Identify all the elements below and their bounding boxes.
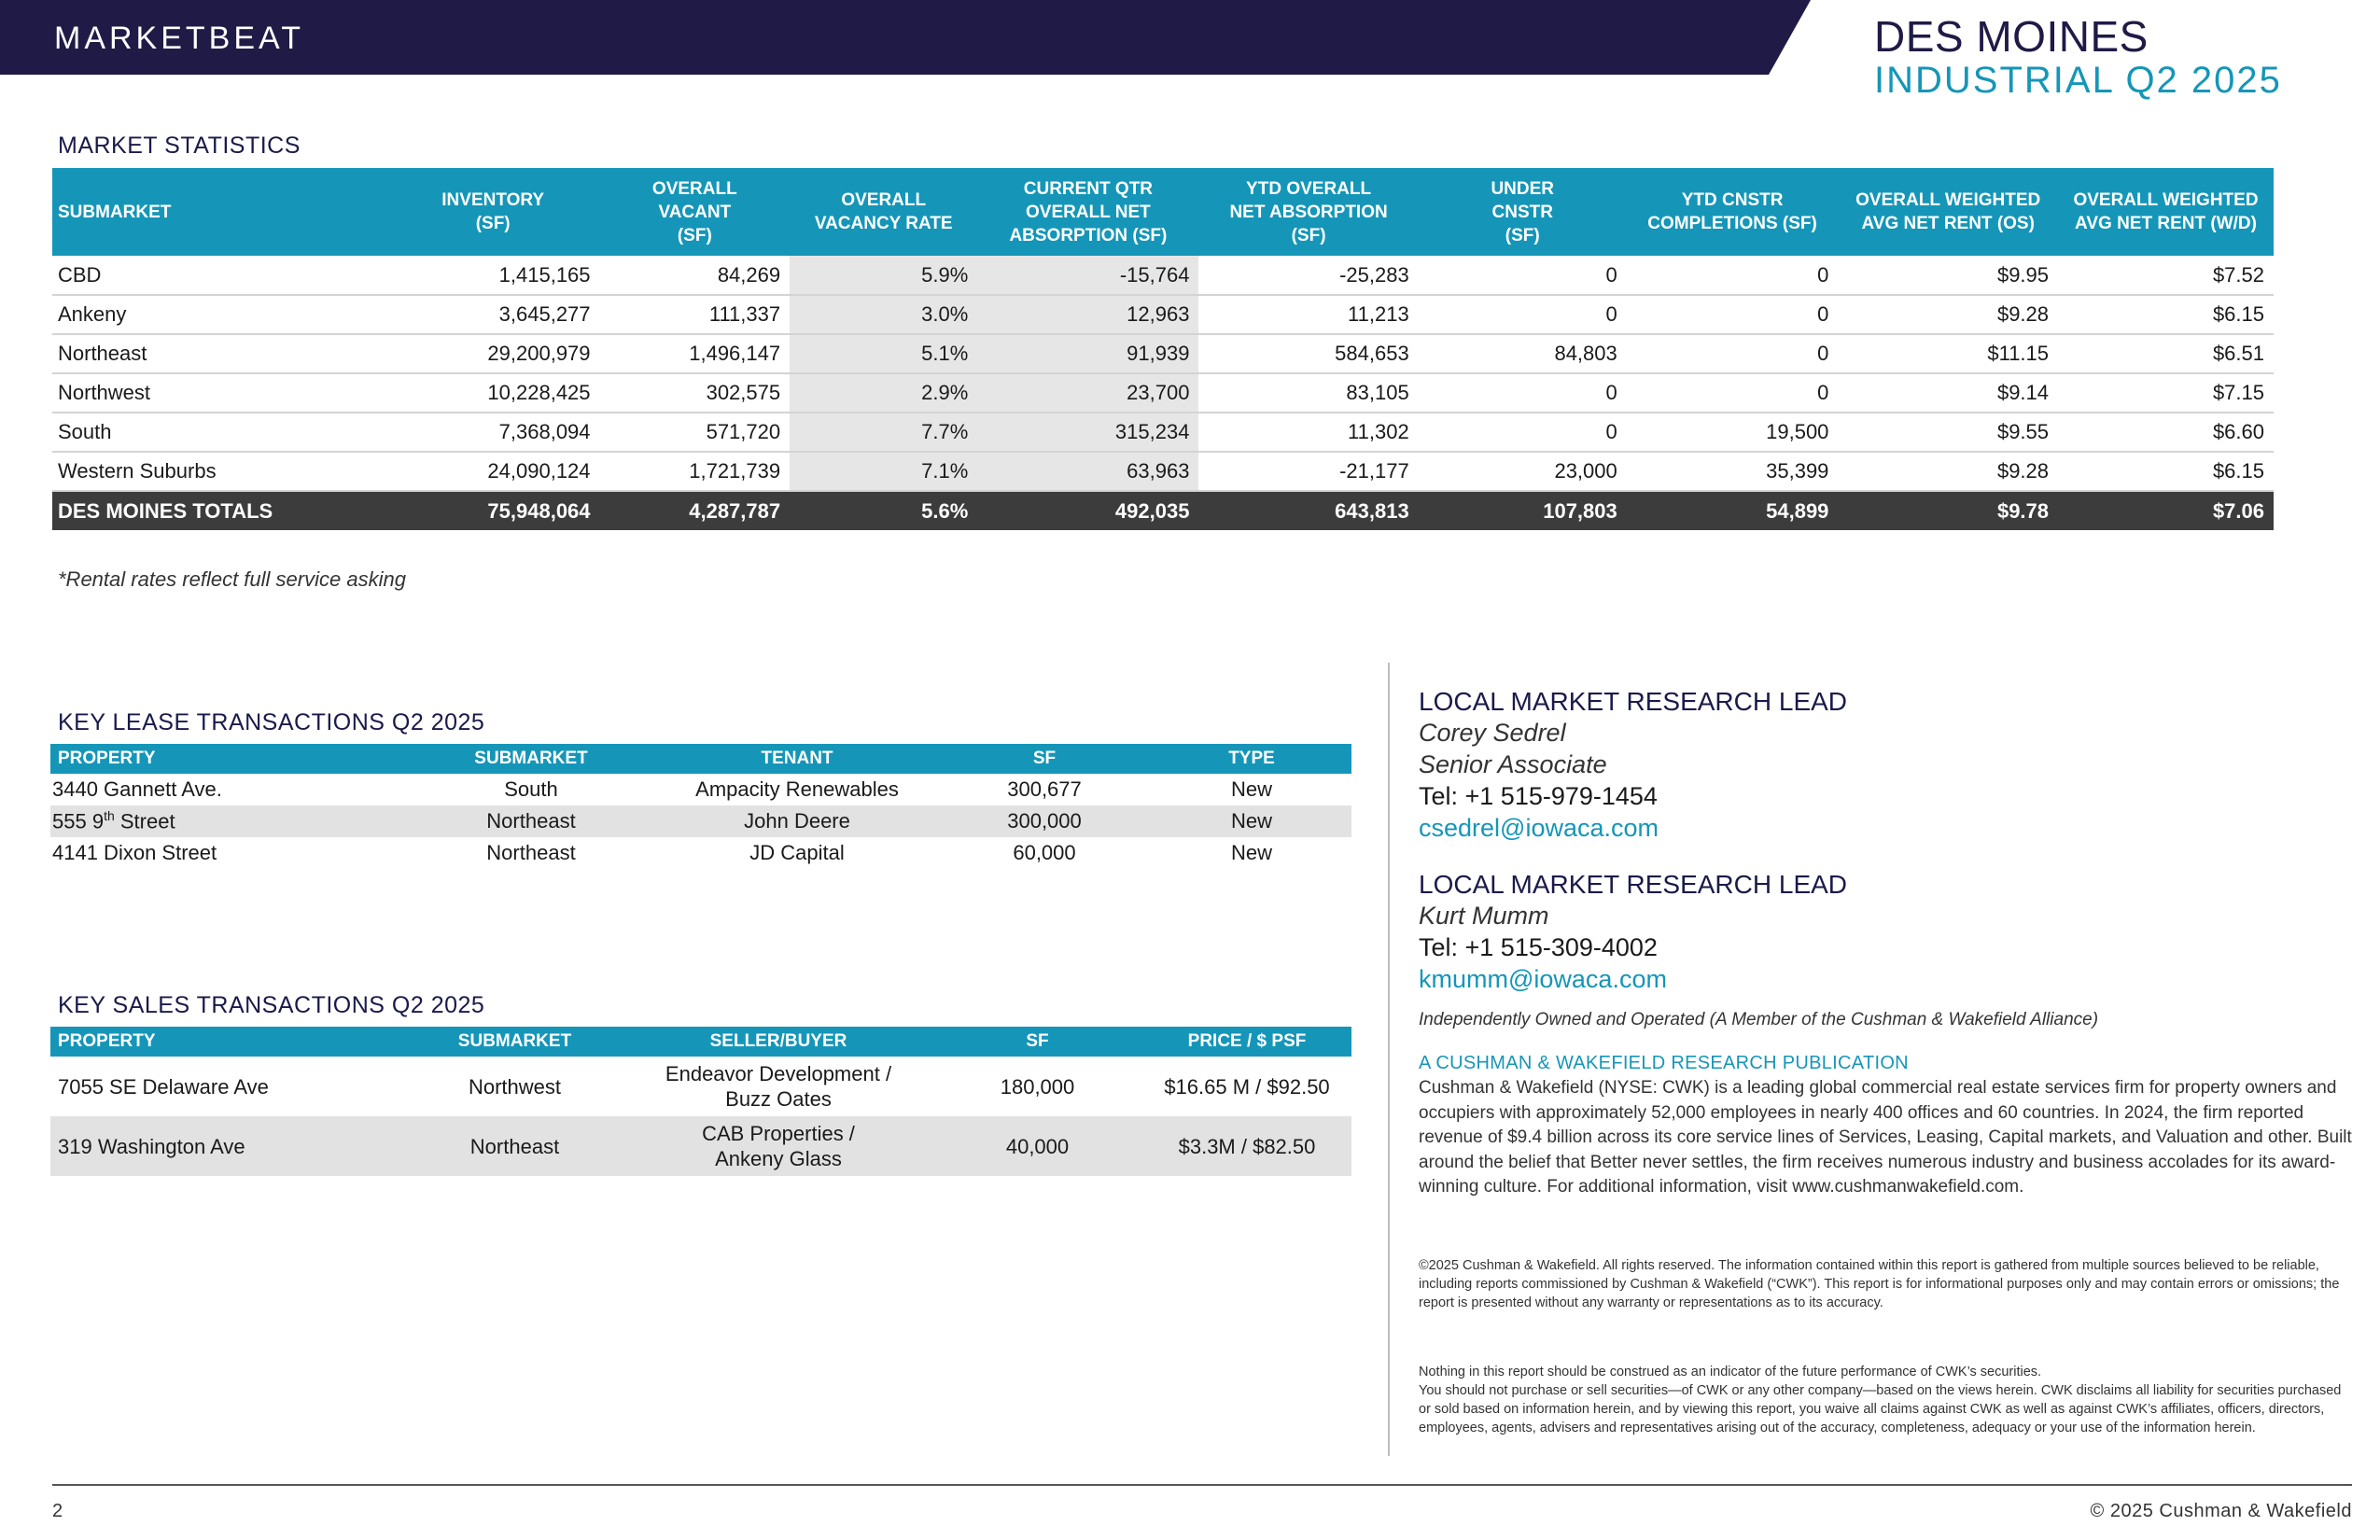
page-number: 2 [52, 1501, 63, 1521]
cell-rent-wd: $6.51 [2058, 334, 2274, 373]
cell-rent-wd: $6.15 [2058, 295, 2274, 334]
footer-divider [52, 1484, 2352, 1486]
sales-table [50, 1027, 1351, 1176]
cell-tenant: JD Capital [749, 841, 845, 864]
table-row [52, 413, 2274, 452]
cell-under-cnstr: 23,000 [1419, 452, 1627, 491]
cell-price: $16.65 M / $92.50 [1164, 1074, 1330, 1099]
cell-property: 3440 Gannett Ave. [52, 777, 222, 801]
cell-rent-os: $9.78 [1838, 491, 2058, 530]
footer-copyright: © 2025 Cushman & Wakefield [2090, 1501, 2352, 1521]
col-header: OVERALL VACANCY RATE [790, 168, 977, 256]
contact-phone[interactable]: Tel: +1 515-309-4002 [1419, 933, 1658, 961]
legal-disclaimer: ©2025 Cushman & Wakefield. All rights reserved. The information contained within this report is gathered from multiple sources believed to be reliable, including reports commissioned by Cushman & Wakefield (“CWK”). This report is for informational purposes only and may contain errors or omissions; the report is presented without any warranty or representations as to its accuracy. [1419, 1258, 2340, 1310]
table-row [52, 295, 2274, 334]
cell-rent-os: $9.28 [1838, 295, 2058, 334]
cell-rent-wd: $7.06 [2058, 491, 2274, 530]
cell-qtr-absorption: 12,963 [977, 295, 1198, 334]
cell-seller-buyer: Endeavor Development / Buzz Oates [665, 1062, 892, 1111]
cell-ytd-completions: 35,399 [1627, 452, 1839, 491]
col-header: YTD CNSTR COMPLETIONS (SF) [1627, 168, 1839, 256]
col-header: INVENTORY (SF) [386, 168, 600, 256]
sales-header-row [50, 1027, 1351, 1057]
cell-sf: 40,000 [932, 1116, 1142, 1176]
cell-type: New [1152, 805, 1351, 837]
brand-name: MARKETBEAT [54, 21, 304, 56]
cell-vacancy-rate: 5.6% [790, 491, 977, 530]
contact-name: Corey Sedrel [1419, 719, 1566, 747]
cell-under-cnstr: 107,803 [1419, 491, 1627, 530]
contact-role: Senior Associate [1419, 750, 1607, 778]
cell-rent-wd: $7.15 [2058, 373, 2274, 413]
col-header: UNDER CNSTR (SF) [1419, 168, 1627, 256]
lease-table [50, 744, 1351, 869]
cell-inventory: 1,415,165 [386, 256, 600, 295]
cell-ytd-completions: 0 [1627, 295, 1839, 334]
cell-property: 319 Washington Ave [50, 1116, 405, 1176]
totals-row [52, 491, 2274, 530]
cell-tenant: John Deere [657, 805, 937, 837]
cell-rent-os: $9.55 [1838, 413, 2058, 452]
cell-property: 4141 Dixon Street [52, 841, 217, 864]
cell-ytd-absorption: -25,283 [1198, 256, 1418, 295]
rental-note: *Rental rates reflect full service asking [58, 567, 406, 591]
column-divider [1388, 663, 1390, 1456]
cell-submarket: Northeast [405, 1116, 624, 1176]
table-row [50, 805, 1351, 837]
lease-header-row [50, 744, 1351, 774]
cell-rent-wd: $6.60 [2058, 413, 2274, 452]
col-header: OVERALL WEIGHTED AVG NET RENT (OS) [1838, 168, 2058, 256]
col-header: YTD OVERALL NET ABSORPTION (SF) [1198, 168, 1418, 256]
market-stats-table [52, 168, 2274, 530]
col-header: SELLER/BUYER [624, 1027, 932, 1057]
securities-disclaimer-line: Nothing in this report should be construed as an indicator of the future performance of CWK’s securities. [1419, 1365, 2042, 1379]
report-title: INDUSTRIAL Q2 2025 [1874, 60, 2282, 101]
lease-title: KEY LEASE TRANSACTIONS Q2 2025 [58, 709, 485, 735]
contact-name: Kurt Mumm [1419, 902, 1549, 930]
cell-rent-wd: $7.52 [2058, 256, 2274, 295]
publication-body: Cushman & Wakefield (NYSE: CWK) is a leading global commercial real estate services firm for property owners and occupiers with approximately 52,000 employees in nearly 400 offices and 60 countries. In 2024, the firm reported revenue of $9.4 billion across its core service lines of Services, Leasing, Capital markets, and Valuation and other. Built around the belief that Better never settles, the firm receives numerous industry and business accolades for its award-winning culture. For additional information, visit www.cushmanwakefield.com. [1419, 1078, 2352, 1197]
cell-vacancy-rate: 7.7% [790, 413, 977, 452]
cell-qtr-absorption: 492,035 [977, 491, 1198, 530]
cell-vacancy-rate: 5.9% [790, 256, 977, 295]
cell-ytd-completions: 0 [1627, 373, 1839, 413]
cell-vacant: 4,287,787 [600, 491, 791, 530]
cell-under-cnstr: 0 [1419, 256, 1627, 295]
contact-phone[interactable]: Tel: +1 515-979-1454 [1419, 782, 1658, 810]
cell-seller-buyer: CAB Properties / Ankeny Glass [624, 1116, 932, 1176]
cell-qtr-absorption: -15,764 [977, 256, 1198, 295]
cell-vacant: 1,721,739 [600, 452, 791, 491]
col-header: SUBMARKET [52, 168, 386, 256]
cell-submarket: CBD [52, 256, 386, 295]
cell-property: 555 9th Street [50, 805, 405, 837]
cell-submarket: Western Suburbs [52, 452, 386, 491]
cell-qtr-absorption: 23,700 [977, 373, 1198, 413]
table-row [52, 452, 2274, 491]
cell-ytd-absorption: 643,813 [1198, 491, 1418, 530]
cell-sf: 300,677 [1007, 777, 1082, 801]
cell-submarket: Northwest [468, 1074, 562, 1099]
publication-title: A CUSHMAN & WAKEFIELD RESEARCH PUBLICATION [1419, 1053, 1909, 1073]
cell-inventory: 75,948,064 [386, 491, 600, 530]
cell-vacant: 571,720 [600, 413, 791, 452]
securities-disclaimer-body: You should not purchase or sell securities—of CWK or any other company—based on the views herein. CWK disclaims all liability for securities purchased or sold based on information herein, and by viewing this report, you waive all claims against CWK as well as against CWK’s affiliates, officers, directors, employees, agents, advisers and representatives arising out of the accuracy, completeness, adequacy or your use of the information herein. [1419, 1383, 2342, 1435]
table-row [50, 774, 1351, 805]
cell-tenant: Ampacity Renewables [695, 777, 899, 801]
table-row [50, 1057, 1351, 1116]
cell-submarket: South [52, 413, 386, 452]
cell-rent-os: $11.15 [1838, 334, 2058, 373]
cell-ytd-absorption: -21,177 [1198, 452, 1418, 491]
cell-submarket: South [504, 777, 558, 801]
col-header: TYPE [1152, 744, 1351, 774]
report-city: DES MOINES [1874, 12, 2149, 61]
table-row [52, 373, 2274, 413]
contact-email-link[interactable]: kmumm@iowaca.com [1419, 965, 1667, 993]
cell-submarket: Northeast [52, 334, 386, 373]
cell-inventory: 3,645,277 [386, 295, 600, 334]
cell-rent-wd: $6.15 [2058, 452, 2274, 491]
cell-ytd-completions: 0 [1627, 256, 1839, 295]
cell-ytd-completions: 0 [1627, 334, 1839, 373]
cell-under-cnstr: 84,803 [1419, 334, 1627, 373]
cell-submarket: Northeast [405, 805, 657, 837]
securities-disclaimer [1419, 1363, 2352, 1437]
cell-vacant: 302,575 [600, 373, 791, 413]
cell-submarket: Northeast [486, 841, 576, 864]
cell-vacancy-rate: 5.1% [790, 334, 977, 373]
col-header: PROPERTY [50, 1027, 405, 1057]
col-header: OVERALL WEIGHTED AVG NET RENT (W/D) [2058, 168, 2274, 256]
table-row [50, 1116, 1351, 1176]
cell-under-cnstr: 0 [1419, 295, 1627, 334]
cell-inventory: 7,368,094 [386, 413, 600, 452]
cell-inventory: 10,228,425 [386, 373, 600, 413]
cell-rent-os: $9.28 [1838, 452, 2058, 491]
cell-vacancy-rate: 7.1% [790, 452, 977, 491]
cell-type: New [1230, 841, 1272, 864]
table-row [52, 334, 2274, 373]
cell-vacancy-rate: 3.0% [790, 295, 977, 334]
table-row [52, 256, 2274, 295]
cell-vacancy-rate: 2.9% [790, 373, 977, 413]
cell-ytd-completions: 19,500 [1627, 413, 1839, 452]
cell-rent-os: $9.14 [1838, 373, 2058, 413]
cell-under-cnstr: 0 [1419, 373, 1627, 413]
col-header: SF [932, 1027, 1142, 1057]
col-header: PRICE / $ PSF [1142, 1027, 1351, 1057]
cell-qtr-absorption: 91,939 [977, 334, 1198, 373]
cell-ytd-completions: 54,899 [1627, 491, 1839, 530]
cell-submarket: Northwest [52, 373, 386, 413]
col-header: SUBMARKET [405, 744, 657, 774]
col-header: CURRENT QTR OVERALL NET ABSORPTION (SF) [977, 168, 1198, 256]
cell-sf: 60,000 [1013, 841, 1076, 864]
contact-card [1419, 687, 2352, 846]
cell-qtr-absorption: 315,234 [977, 413, 1198, 452]
sales-title: KEY SALES TRANSACTIONS Q2 2025 [58, 992, 485, 1018]
cell-type: New [1230, 777, 1272, 801]
cell-price: $3.3M / $82.50 [1142, 1116, 1351, 1176]
alliance-statement: Independently Owned and Operated (A Member of the Cushman & Wakefield Alliance) [1419, 1010, 2099, 1029]
cell-vacant: 84,269 [600, 256, 791, 295]
cell-inventory: 29,200,979 [386, 334, 600, 373]
cell-submarket: Ankeny [52, 295, 386, 334]
cell-inventory: 24,090,124 [386, 452, 600, 491]
cell-rent-os: $9.95 [1838, 256, 2058, 295]
contact-card [1419, 870, 2352, 997]
cell-property: 7055 SE Delaware Ave [58, 1074, 269, 1099]
cell-ytd-absorption: 584,653 [1198, 334, 1418, 373]
cell-ytd-absorption: 83,105 [1198, 373, 1418, 413]
table-row [50, 837, 1351, 869]
col-header: OVERALL VACANT (SF) [600, 168, 791, 256]
cell-under-cnstr: 0 [1419, 413, 1627, 452]
cell-ytd-absorption: 11,213 [1198, 295, 1418, 334]
market-stats-header-row [52, 168, 2274, 256]
cell-sf: 300,000 [937, 805, 1152, 837]
contact-title: LOCAL MARKET RESEARCH LEAD [1419, 687, 1848, 716]
col-header: TENANT [657, 744, 937, 774]
contact-title: LOCAL MARKET RESEARCH LEAD [1419, 870, 1848, 899]
cell-sf: 180,000 [1000, 1074, 1075, 1099]
col-header: SF [937, 744, 1152, 774]
col-header: PROPERTY [50, 744, 405, 774]
col-header: SUBMARKET [405, 1027, 624, 1057]
market-stats-title: MARKET STATISTICS [58, 133, 301, 159]
contact-email-link[interactable]: csedrel@iowaca.com [1419, 814, 1659, 842]
cell-submarket: DES MOINES TOTALS [52, 491, 386, 530]
cell-qtr-absorption: 63,963 [977, 452, 1198, 491]
cell-ytd-absorption: 11,302 [1198, 413, 1418, 452]
cell-vacant: 1,496,147 [600, 334, 791, 373]
cell-vacant: 111,337 [600, 295, 791, 334]
